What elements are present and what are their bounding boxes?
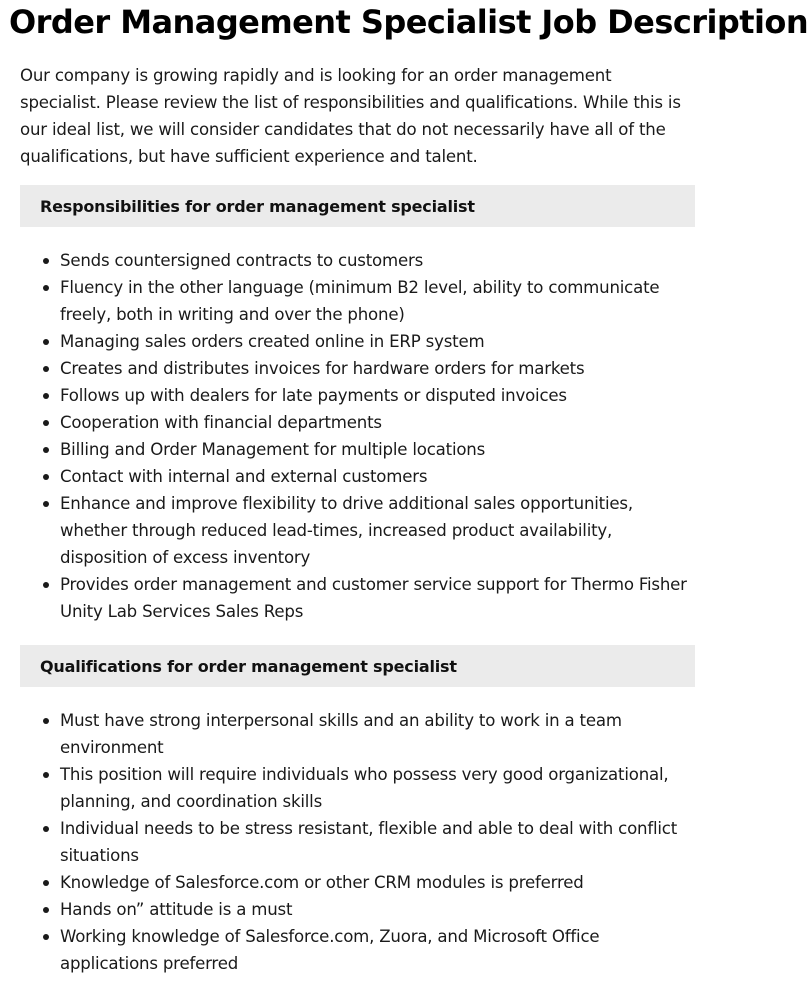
list-item: Hands on” attitude is a must	[60, 896, 695, 923]
list-item: Managing sales orders created online in ERP system	[60, 328, 695, 355]
list-item: Follows up with dealers for late payments or disputed invoices	[60, 382, 695, 409]
list-item: Enhance and improve flexibility to drive additional sales opportunities, whether through reduced lead-times, increased product availability, disposition of excess inventory	[60, 490, 695, 571]
intro-paragraph: Our company is growing rapidly and is looking for an order management specialist. Please review the list of responsibilities and qualifications. While this is our ideal list, we will consider candidates that do not necessarily have all of the qualifications, but have sufficient experience and talent.	[20, 66, 681, 166]
list-item: Sends countersigned contracts to customers	[60, 247, 695, 274]
list-item: Contact with internal and external customers	[60, 463, 695, 490]
qualifications-header: Qualifications for order management specialist	[20, 645, 695, 687]
page-title: Order Management Specialist Job Description	[9, 3, 808, 41]
list-item: Must have strong interpersonal skills and an ability to work in a team environment	[60, 707, 695, 761]
responsibilities-header: Responsibilities for order management specialist	[20, 185, 695, 227]
list-item: Billing and Order Management for multiple locations	[60, 436, 695, 463]
list-item: Provides order management and customer service support for Thermo Fisher Unity Lab Services Sales Reps	[60, 571, 695, 625]
list-item: Individual needs to be stress resistant, flexible and able to deal with conflict situations	[60, 815, 695, 869]
list-item: Creates and distributes invoices for hardware orders for markets	[60, 355, 695, 382]
list-item: Knowledge of Salesforce.com or other CRM modules is preferred	[60, 869, 695, 896]
list-item: Working knowledge of Salesforce.com, Zuora, and Microsoft Office applications preferred	[60, 923, 695, 977]
list-item: This position will require individuals who possess very good organizational, planning, and coordination skills	[60, 761, 695, 815]
qualifications-list	[20, 707, 695, 977]
responsibilities-list	[20, 247, 695, 625]
list-item: Cooperation with financial departments	[60, 409, 695, 436]
list-item: Fluency in the other language (minimum B2 level, ability to communicate freely, both in writing and over the phone)	[60, 274, 695, 328]
